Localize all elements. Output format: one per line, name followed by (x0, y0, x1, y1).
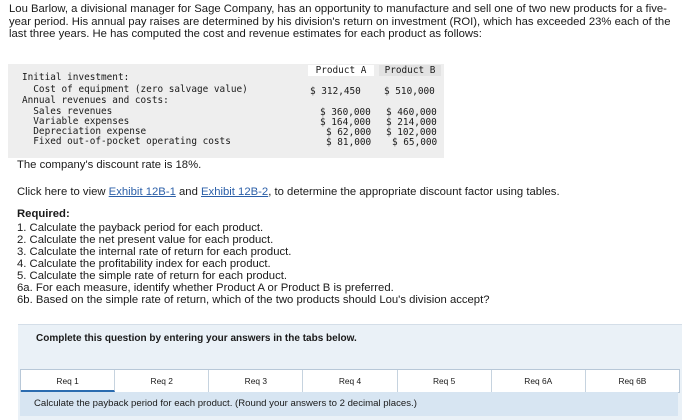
intro-line: Lou Barlow, a divisional manager for Sage Company, has an opportunity to manufacture and sell one of two new products for a five- (9, 3, 667, 15)
cell-product-b: $ 102,000 (386, 127, 437, 138)
required-item: 5. Calculate the simple rate of return for each product. (17, 270, 288, 282)
cell-product-b: $ 65,000 (392, 137, 438, 148)
required-item: 6b. Based on the simple rate of return, which of the two products should Lou's division accept? (17, 294, 490, 306)
cell-product-a: $ 164,000 (320, 117, 371, 128)
row-label: Fixed out-of-pocket operating costs (22, 136, 231, 147)
exhibit-12b-2-link[interactable]: Exhibit 12B-2 (201, 186, 269, 198)
tab-req-1[interactable]: Req 1 (21, 370, 115, 392)
required-item: 4. Calculate the profitability index for each product. (17, 258, 271, 270)
tab-req-6a[interactable]: Req 6A (492, 370, 586, 392)
row-label: Depreciation expense (22, 126, 147, 137)
exhibit-line (17, 186, 560, 198)
row-label: Cost of equipment (zero salvage value) (22, 84, 248, 95)
required-item: 1. Calculate the payback period for each product. (17, 222, 264, 234)
exhibit-12b-1-link[interactable]: Exhibit 12B-1 (108, 186, 176, 198)
required-item: 2. Calculate the net present value for each product. (17, 234, 274, 246)
tab-req-6b[interactable]: Req 6B (618, 376, 647, 386)
cost-revenue-table (8, 64, 444, 158)
exhibit-suffix: , to determine the appropriate discount factor using tables. (268, 186, 560, 198)
cell-product-a: $ 360,000 (320, 107, 371, 118)
tab-instruction: Calculate the payback period for each product. (Round your answers to 2 decimal places.) (20, 392, 678, 416)
tab-req-5[interactable]: Req 5 (398, 370, 492, 392)
required-item: 6a. For each measure, identify whether Product A or Product B is preferred. (17, 282, 394, 294)
panel-title: Complete this question by entering your answers in the tabs below. (36, 333, 357, 344)
answer-panel (18, 324, 682, 420)
intro-line: year period. His annual pay raises are determined by his division's return on investment (ROI), which has exceeded 23% each of the (9, 15, 671, 28)
column-header-product-b: Product B (379, 65, 441, 76)
problem-intro (9, 3, 689, 41)
tab-req-4[interactable]: Req 4 (303, 370, 397, 392)
column-header-product-a: Product A (308, 65, 374, 76)
intro-line: last three years. He has computed the cost and revenue estimates for each product as follows: (9, 28, 482, 41)
required-title: Required: (17, 208, 70, 220)
row-label: Initial investment: (22, 72, 130, 83)
cell-product-b: $ 460,000 (386, 107, 437, 118)
required-item: 3. Calculate the internal rate of return for each product. (17, 246, 292, 258)
cell-product-a: $ 62,000 (326, 127, 372, 138)
row-label: Sales revenues (22, 106, 113, 117)
discount-rate-text: The company's discount rate is 18%. (17, 159, 202, 171)
row-label: Annual revenues and costs: (22, 95, 169, 106)
cell-product-b: $ 510,000 (384, 86, 435, 97)
requirement-tabs (20, 369, 680, 393)
cell-product-a: $ 312,450 (310, 86, 361, 97)
tab-req-2[interactable]: Req 2 (115, 370, 209, 392)
cell-product-a: $ 81,000 (326, 137, 372, 148)
exhibit-middle: and (175, 186, 202, 198)
cell-product-b: $ 214,000 (386, 117, 437, 128)
tab-req-3[interactable]: Req 3 (209, 370, 303, 392)
row-label: Variable expenses (22, 116, 130, 127)
exhibit-prefix: Click here to view (17, 186, 109, 198)
